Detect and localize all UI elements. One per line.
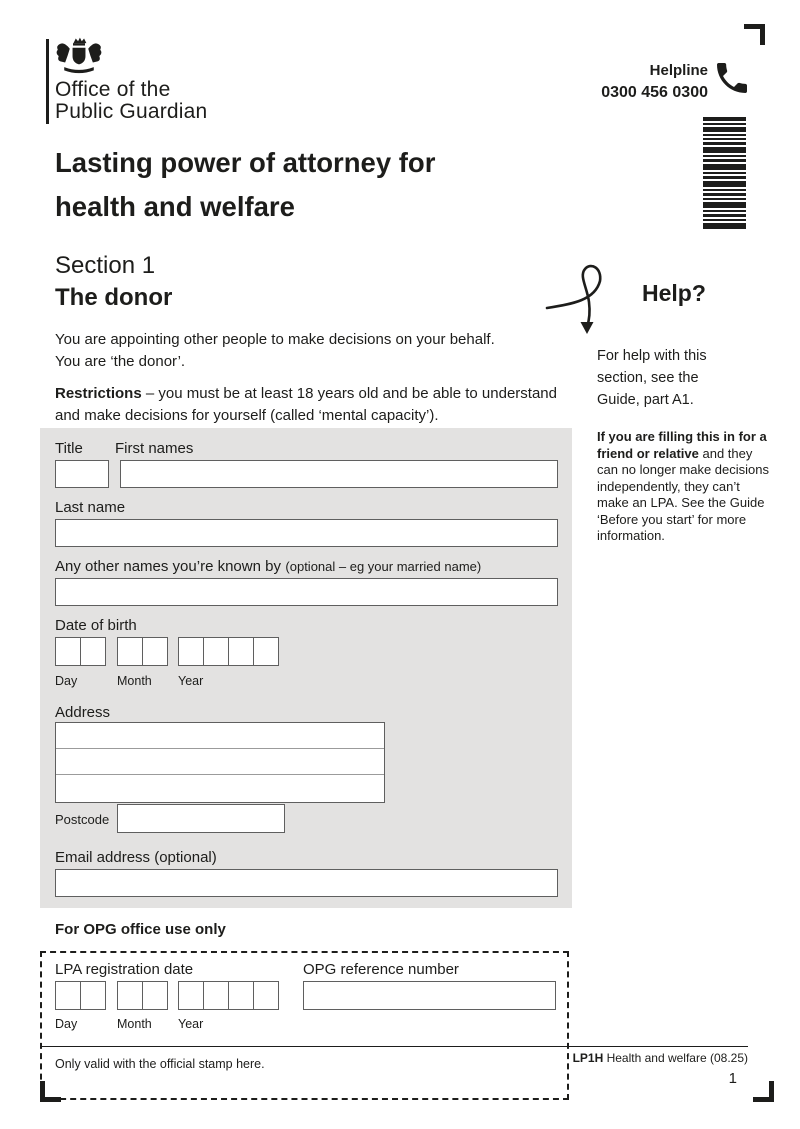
title-label: Title	[55, 440, 83, 457]
print-corner-mark-bottom-left	[40, 1081, 61, 1102]
dob-year-cell-4[interactable]	[253, 637, 279, 666]
other-names-hint: (optional – eg your married name)	[285, 559, 482, 574]
org-name	[55, 79, 207, 123]
address-line3-input[interactable]	[56, 775, 384, 802]
dob-year-cells	[178, 637, 279, 666]
opg-reference-number-input[interactable]	[303, 981, 556, 1010]
office-use-box	[40, 951, 569, 1100]
page-number: 1	[728, 1070, 737, 1087]
reg-year-cell-3[interactable]	[228, 981, 254, 1010]
intro-line2: You are ‘the donor’.	[55, 352, 186, 370]
dob-label: Date of birth	[55, 617, 137, 634]
dob-day-caption: Day	[55, 674, 78, 688]
reg-year-caption: Year	[178, 1017, 204, 1031]
form-title-line1: Lasting power of attorney for	[55, 147, 436, 178]
dob-month-cell-2[interactable]	[142, 637, 168, 666]
reg-year-cell-1[interactable]	[178, 981, 204, 1010]
postcode-input[interactable]	[117, 804, 285, 833]
stamp-note: Only valid with the official stamp here.	[55, 1057, 265, 1071]
reg-day-cells	[55, 981, 106, 1010]
restrictions-line2: and make decisions for yourself (called ‘mental capacity’).	[55, 406, 439, 424]
opg-reference-number-label: OPG reference number	[303, 961, 459, 978]
dob-year-cell-1[interactable]	[178, 637, 204, 666]
address-line1-input[interactable]	[56, 723, 384, 749]
address-field	[55, 722, 385, 803]
dob-month-cells	[117, 637, 168, 666]
postcode-label: Postcode	[55, 812, 110, 827]
org-name-line2: Public Guardian	[55, 100, 208, 123]
dob-month-caption: Month	[117, 674, 152, 688]
barcode	[703, 117, 746, 229]
form-title	[55, 141, 595, 229]
dob-year-caption: Year	[178, 674, 204, 688]
org-name-line1: Office of the	[55, 78, 171, 101]
intro-text	[55, 329, 595, 372]
help-body: For help with this section, see the Guide, part A1.	[597, 348, 707, 408]
section-heading	[55, 250, 172, 314]
reg-month-cell-2[interactable]	[142, 981, 168, 1010]
footer-form-code-bold: LP1H	[572, 1051, 604, 1065]
phone-icon	[712, 58, 752, 98]
form-title-line2: health and welfare	[55, 191, 295, 222]
royal-crest-icon	[55, 35, 103, 79]
other-names-input[interactable]	[55, 578, 558, 606]
office-use-heading: For OPG office use only	[55, 921, 226, 938]
last-name-input[interactable]	[55, 519, 558, 547]
reg-day-cell-1[interactable]	[55, 981, 81, 1010]
helpline-block	[500, 61, 708, 105]
donor-form-panel	[40, 428, 572, 908]
last-name-label: Last name	[55, 499, 126, 516]
help-note: If you are filling this in for a friend or relative and they can no longer make decisions independently, they can’t make an LPA. See the Guide ‘Before you start’ for more information.	[597, 429, 769, 543]
lpa-registration-date-label: LPA registration date	[55, 961, 194, 978]
help-note-bold: If you are filling this in for a friend or relative	[597, 429, 767, 461]
help-squiggle-arrow-icon	[545, 260, 645, 345]
logo-divider-bar	[46, 39, 49, 124]
email-label: Email address (optional)	[55, 849, 217, 866]
reg-year-cell-4[interactable]	[253, 981, 279, 1010]
restrictions-line1: Restrictions – you must be at least 18 years old and be able to understand	[55, 385, 557, 402]
reg-year-cell-2[interactable]	[203, 981, 229, 1010]
first-names-input[interactable]	[120, 460, 558, 488]
helpline-label: Helpline	[649, 62, 708, 79]
address-label: Address	[55, 704, 111, 721]
section-label: Section 1	[55, 252, 156, 279]
other-names-label: Any other names you’re known by (optional – eg your married name)	[55, 558, 482, 575]
restrictions-bold: Restrictions	[55, 385, 142, 402]
reg-month-cells	[117, 981, 168, 1010]
address-line2-input[interactable]	[56, 749, 384, 775]
section-name: The donor	[55, 284, 173, 311]
dob-day-cell-2[interactable]	[80, 637, 106, 666]
print-corner-mark-bottom-right	[753, 1081, 774, 1102]
print-corner-mark-top-right	[744, 24, 765, 45]
dob-day-cell-1[interactable]	[55, 637, 81, 666]
stamp-divider-line	[40, 1046, 748, 1047]
title-input[interactable]	[55, 460, 109, 488]
reg-day-cell-2[interactable]	[80, 981, 106, 1010]
dob-month-cell-1[interactable]	[117, 637, 143, 666]
helpline-number: 0300 456 0300	[601, 84, 708, 101]
first-names-label: First names	[115, 440, 194, 457]
restrictions-text	[55, 383, 595, 426]
reg-day-caption: Day	[55, 1017, 78, 1031]
dob-day-cells	[55, 637, 106, 666]
reg-month-cell-1[interactable]	[117, 981, 143, 1010]
dob-year-cell-3[interactable]	[228, 637, 254, 666]
footer-form-code: LP1H Health and welfare (08.25)	[572, 1051, 748, 1065]
dob-year-cell-2[interactable]	[203, 637, 229, 666]
intro-line1: You are appointing other people to make decisions on your behalf.	[55, 331, 495, 348]
help-title: Help?	[642, 280, 706, 306]
reg-month-caption: Month	[117, 1017, 152, 1031]
email-input[interactable]	[55, 869, 558, 897]
reg-year-cells	[178, 981, 279, 1010]
